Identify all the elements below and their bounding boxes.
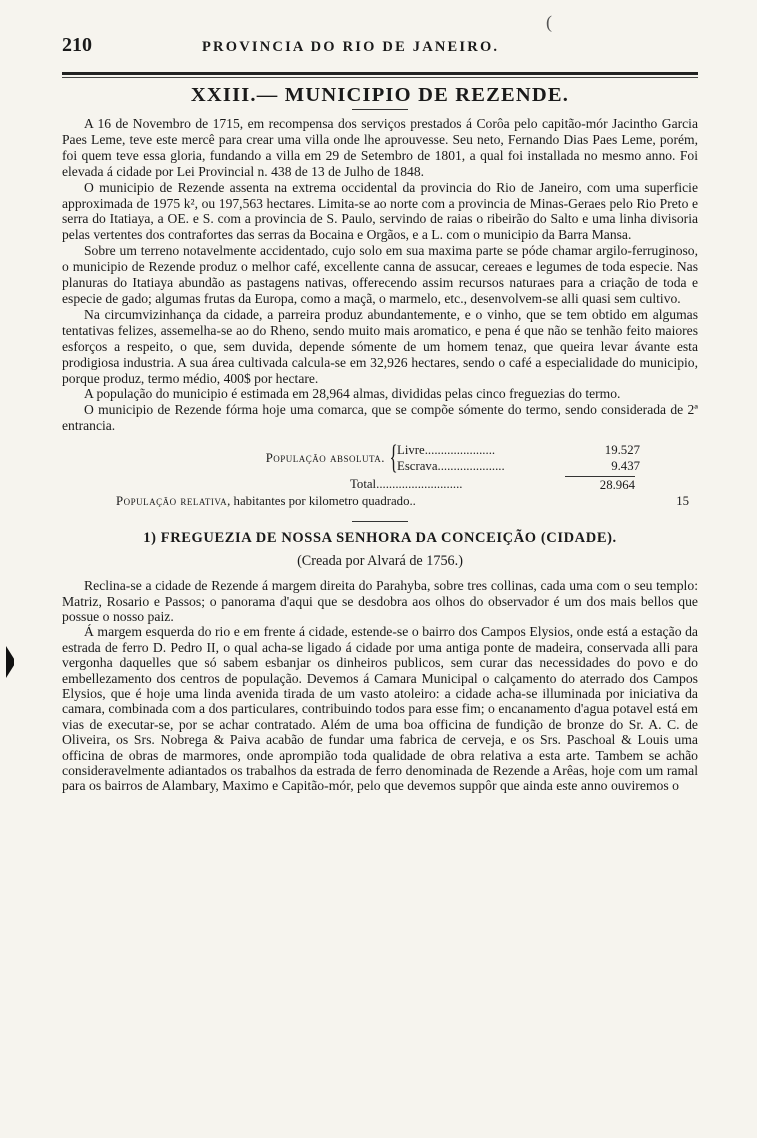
chapter-title: XXIII.— MUNICIPIO DE REZENDE.	[190, 84, 570, 106]
relative-text: , habitantes por kilometro quadrado..	[227, 494, 416, 509]
population-table	[62, 439, 698, 509]
section-divider	[352, 521, 408, 522]
absolute-label: População absoluta.	[265, 451, 385, 466]
header-rule-thin	[62, 77, 698, 78]
total-label: Total	[350, 477, 377, 492]
paragraph: O municipio de Rezende assenta na extrema occidental da provincia do Rio de Janeiro, com uma superficie approximada de 1975 k², ou 197,563 hectares. Limita-se ao norte com a provincia de Minas-Geraes pelo Rio Preto e serra do Itatiaya, a OE. e S. com a provincia de S. Paulo, servindo de raias o ribeirão do Salto e uma linha divisoria pelas vertentes dos contrafortes das serras da Bocaina e Orgãos, e a L. com o municipio da Barra Mansa.	[62, 179, 698, 243]
row-label: Livre	[397, 443, 425, 458]
row-label: Escrava	[397, 459, 438, 474]
book-page	[62, 34, 698, 794]
header-rule-thick	[62, 72, 698, 75]
population-row-free	[397, 442, 640, 458]
paragraph: A população do municipio é estimada em 28,964 almas, divididas pelas cinco freguezias do termo.	[84, 386, 621, 402]
relative-line	[116, 493, 416, 509]
binding-mark	[6, 646, 14, 678]
relative-population	[116, 493, 689, 509]
leader-dots: .....................	[437, 459, 505, 474]
total-value: 28.964	[565, 476, 635, 493]
page-number: 210	[62, 34, 92, 56]
paragraph: O municipio de Rezende fórma hoje uma comarca, que se compõe sómente do termo, sendo considerada de 2ª entrancia.	[62, 402, 698, 434]
absolute-population	[62, 439, 698, 477]
population-row-slave	[397, 458, 640, 474]
leader-dots: ...........................	[376, 477, 463, 492]
relative-label: População relativa	[116, 494, 228, 509]
brace-glyph: {	[389, 439, 398, 477]
paragraph: Na circumvizinhança da cidade, a parreira produz abundantemente, e o vinho, que se tem obtido em algumas tentativas felizes, assemelha-se ao do Rheno, sendo muito mais aromatico, e pena é que não se tenhão feito maiores esforços a respeito, o que, sem duvida, depende sómente de um homem tenaz, que queira levar ávante esta prodigiosa industria. A sua área cultivada calcula-se em 32,926 hectares, sendo o café a especialidade do municipio, porque produz, termo médio, 400$ por hectare.	[62, 306, 698, 386]
page-header	[62, 34, 698, 64]
leader-dots: ......................	[424, 443, 496, 458]
section-subtitle: (Creada por Alvará de 1756.)	[297, 553, 463, 570]
paragraph: Á margem esquerda do rio e em frente á cidade, estende-se o bairro dos Campos Elysios, onde está a estação da estrada de ferro D. Pedro II, o qual acha-se ligado á cidade por uma antiga ponte de madeira, conservada alli para vergonha daquelles que só sabem esbanjar os dinheiros publicos, sem curar das necessidades do povo e do embellezamento dos centros de população. Devemos á Camara Municipal o calçamento do aterrado dos Campos Elysios, que é hoje uma linda avenida tirada de um vasto atoleiro: a cidade acha-se illuminada por iniciativa da camara, combinada com a dos particulares, contribuindo todos para esse fim; o encanamento d'agua potavel está em vias de executar-se, por se achar contratado. Além de uma boa officina de fundição de bronze do Sr. A. C. de Oliveira, os Srs. Nobrega & Paiva acabão de fundar uma fabrica de cerveja, e os Srs. Paschoal & Louis uma officina de obras de marmores, onde aprompião toda qualidade de obra relativa a esta arte. Tambem se achão consideravelmente adiantados os trabalhos da estrada de ferro denominada de Rezende a Arêas, hoje com um ramal para os bairros de Alambary, Maximo e Capitão-mór, pelo que devemos suppôr que ainda este anno ouviremos o	[62, 624, 698, 794]
margin-mark: (	[546, 12, 552, 32]
paragraph: Sobre um terreno notavelmente accidentado, cujo solo em sua maxima parte se póde chamar argilo-ferruginoso, o municipio de Rezende produz o melhor café, excellente canna de assucar, cereaes e legumes de toda especie. Nas planuras do Itatiaya abundão as pastagens nativas, offerecendo assim recursos naturaes para a criação de toda e especie de gado; algumas frutas da Europa, como a maçã, o marmelo, etc., desenvolvem-se alli quasi sem cultivo.	[62, 243, 698, 306]
row-value: 9.437	[611, 459, 640, 474]
row-value: 19.527	[604, 443, 640, 458]
running-title: PROVINCIA DO RIO DE JANEIRO.	[202, 39, 500, 55]
title-rule	[352, 109, 408, 110]
relative-value: 15	[676, 494, 689, 509]
paragraph: A 16 de Novembro de 1715, em recompensa dos serviços prestados á Corôa pelo capitão-mór Jacintho Garcia Paes Leme, teve este mercê para crear uma villa onde lhe aprouvesse. Seu neto, Fernando Dias Paes Leme, porém, foi quem teve essa gloria, fundando a villa em 29 de Setembro de 1801, a qual foi installada no mesmo anno. Foi elevada á cidade por Lei Provincial n. 438 de 13 de Julho de 1848.	[62, 116, 698, 179]
absolute-rows	[397, 442, 640, 474]
section-title: 1) FREGUEZIA DE NOSSA SENHORA DA CONCEIÇÃO (CIDADE).	[143, 530, 617, 547]
population-total	[350, 476, 635, 493]
paragraph: Reclina-se a cidade de Rezende á margem direita do Parahyba, sobre tres collinas, cada uma com o seu templo: Matriz, Rosario e Passos; o panorama d'aqui que se desdobra aos olhos do observador é um dos mais bellos que possue o nosso paiz.	[62, 578, 698, 624]
